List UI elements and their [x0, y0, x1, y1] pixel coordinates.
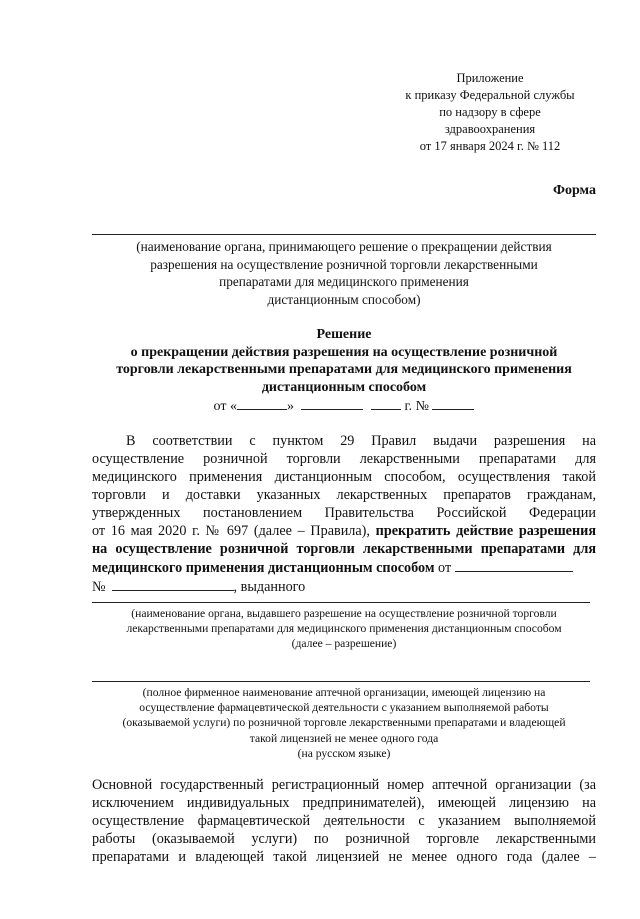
paragraph-line: [92, 558, 596, 577]
decision-paragraph: [92, 432, 596, 596]
paragraph-line: [92, 540, 596, 558]
decision-title: [92, 326, 596, 396]
issuer-fill-line: [92, 234, 596, 235]
decision-dateline: [92, 396, 596, 416]
issued-by-text: , выданного: [233, 579, 306, 595]
paragraph-line: торговли и доставки указанных лекарственных препаратов гражданам,: [92, 487, 596, 503]
year-suffix: г. №: [404, 399, 429, 414]
paragraph-line: [92, 577, 596, 596]
ogrn-paragraph: [92, 776, 596, 866]
title-line: торговли лекарственными препаратами для медицинского применения: [116, 362, 572, 377]
pharmacy-note-line: такой лицензией не менее одного года: [249, 731, 439, 745]
issuer-note: [92, 238, 596, 308]
day-blank: [237, 396, 287, 410]
appendix-line: Приложение: [456, 71, 524, 85]
appendix-line: от 17 января 2024 г. № 112: [419, 139, 561, 153]
appendix-line: здравоохранения: [444, 122, 536, 136]
pharmacy-note-line: (полное фирменное наименование аптечной организации, имеющей лицензию на: [142, 686, 546, 699]
paragraph-line: В соответствии с пунктом 29 Правил выдачи разрешения на: [126, 433, 596, 449]
appendix-line: по надзору в сфере: [439, 105, 541, 119]
paragraph-line: препаратами и владеющей такой лицензией не менее одного года (далее –: [92, 849, 596, 865]
appendix-line: к приказу Федеральной службы: [405, 88, 575, 102]
title-line: о прекращении действия разрешения на осуществление розничной: [130, 344, 558, 360]
appendix-block: [380, 70, 600, 155]
issuer-note-line: (наименование органа, принимающего решение о прекращении действия: [136, 239, 552, 254]
paragraph-line: осуществление фармацевтической деятельности с указанием выполняемой: [92, 813, 596, 829]
issuer-note-line: дистанционным способом): [267, 291, 421, 307]
permit-issuer-note-line: (наименование органа, выдавшего разрешение на осуществление розничной торговли: [131, 607, 557, 620]
permit-issuer-note: [92, 606, 596, 652]
rules-reference: от 16 мая 2020 г. № 697 (далее – Правила),: [92, 523, 370, 539]
month-blank: [301, 396, 363, 410]
decision-operative-text: медицинского применения дистанционным способом: [92, 560, 435, 576]
paragraph-line: утвержденных постановлением Правительства Российской Федерации: [92, 505, 596, 521]
date-close-quote: »: [286, 399, 294, 414]
pharmacy-note: [92, 685, 596, 761]
number-blank: [432, 396, 474, 410]
title-line: дистанционным способом: [261, 379, 427, 395]
pharmacy-note-line: осуществление фармацевтической деятельности с указанием выполняемой работы: [139, 701, 549, 715]
permit-number-prefix: №: [92, 579, 106, 595]
issuer-note-line: разрешения на осуществление розничной торговли лекарственными: [150, 256, 538, 272]
year-blank: [371, 396, 401, 410]
pharmacy-fill-line: [92, 681, 590, 682]
pharmacy-note-line: (оказываемой услуги) по розничной торговле лекарственными препаратами и владеющей: [122, 716, 566, 730]
paragraph-line: работы (оказываемой услуги) по розничной торговле лекарственными: [92, 831, 596, 847]
title-line: Решение: [316, 327, 372, 342]
permit-issuer-note-line: лекарственными препаратами для медицинского применения дистанционным способом: [126, 622, 562, 636]
issuer-note-line: препаратами для медицинского применения: [219, 274, 469, 289]
decision-operative-text: на осуществление розничной торговли лекарственными препаратами для: [92, 541, 596, 557]
permit-date-prefix: от: [438, 560, 452, 576]
form-label: Форма: [552, 183, 596, 198]
permit-issuer-note-line: (далее – разрешение): [291, 637, 397, 651]
date-prefix: от «: [213, 399, 237, 414]
permit-number-blank: [112, 577, 234, 591]
pharmacy-note-line: (на русском языке): [297, 746, 391, 760]
permit-date-blank: [455, 558, 573, 572]
paragraph-line: [92, 522, 596, 540]
paragraph-line: исключением индивидуальных предпринимателей), имеющей лицензию на: [92, 795, 596, 811]
paragraph-line: медицинского применения дистанционным способом, осуществления такой: [92, 469, 596, 485]
paragraph-line: Основной государственный регистрационный номер аптечной организации (за: [92, 777, 596, 793]
permit-issuer-fill-line: [92, 602, 590, 603]
decision-operative-text: прекратить действие разрешения: [375, 523, 596, 539]
paragraph-line: осуществление розничной торговли лекарственными препаратами для: [92, 451, 596, 467]
